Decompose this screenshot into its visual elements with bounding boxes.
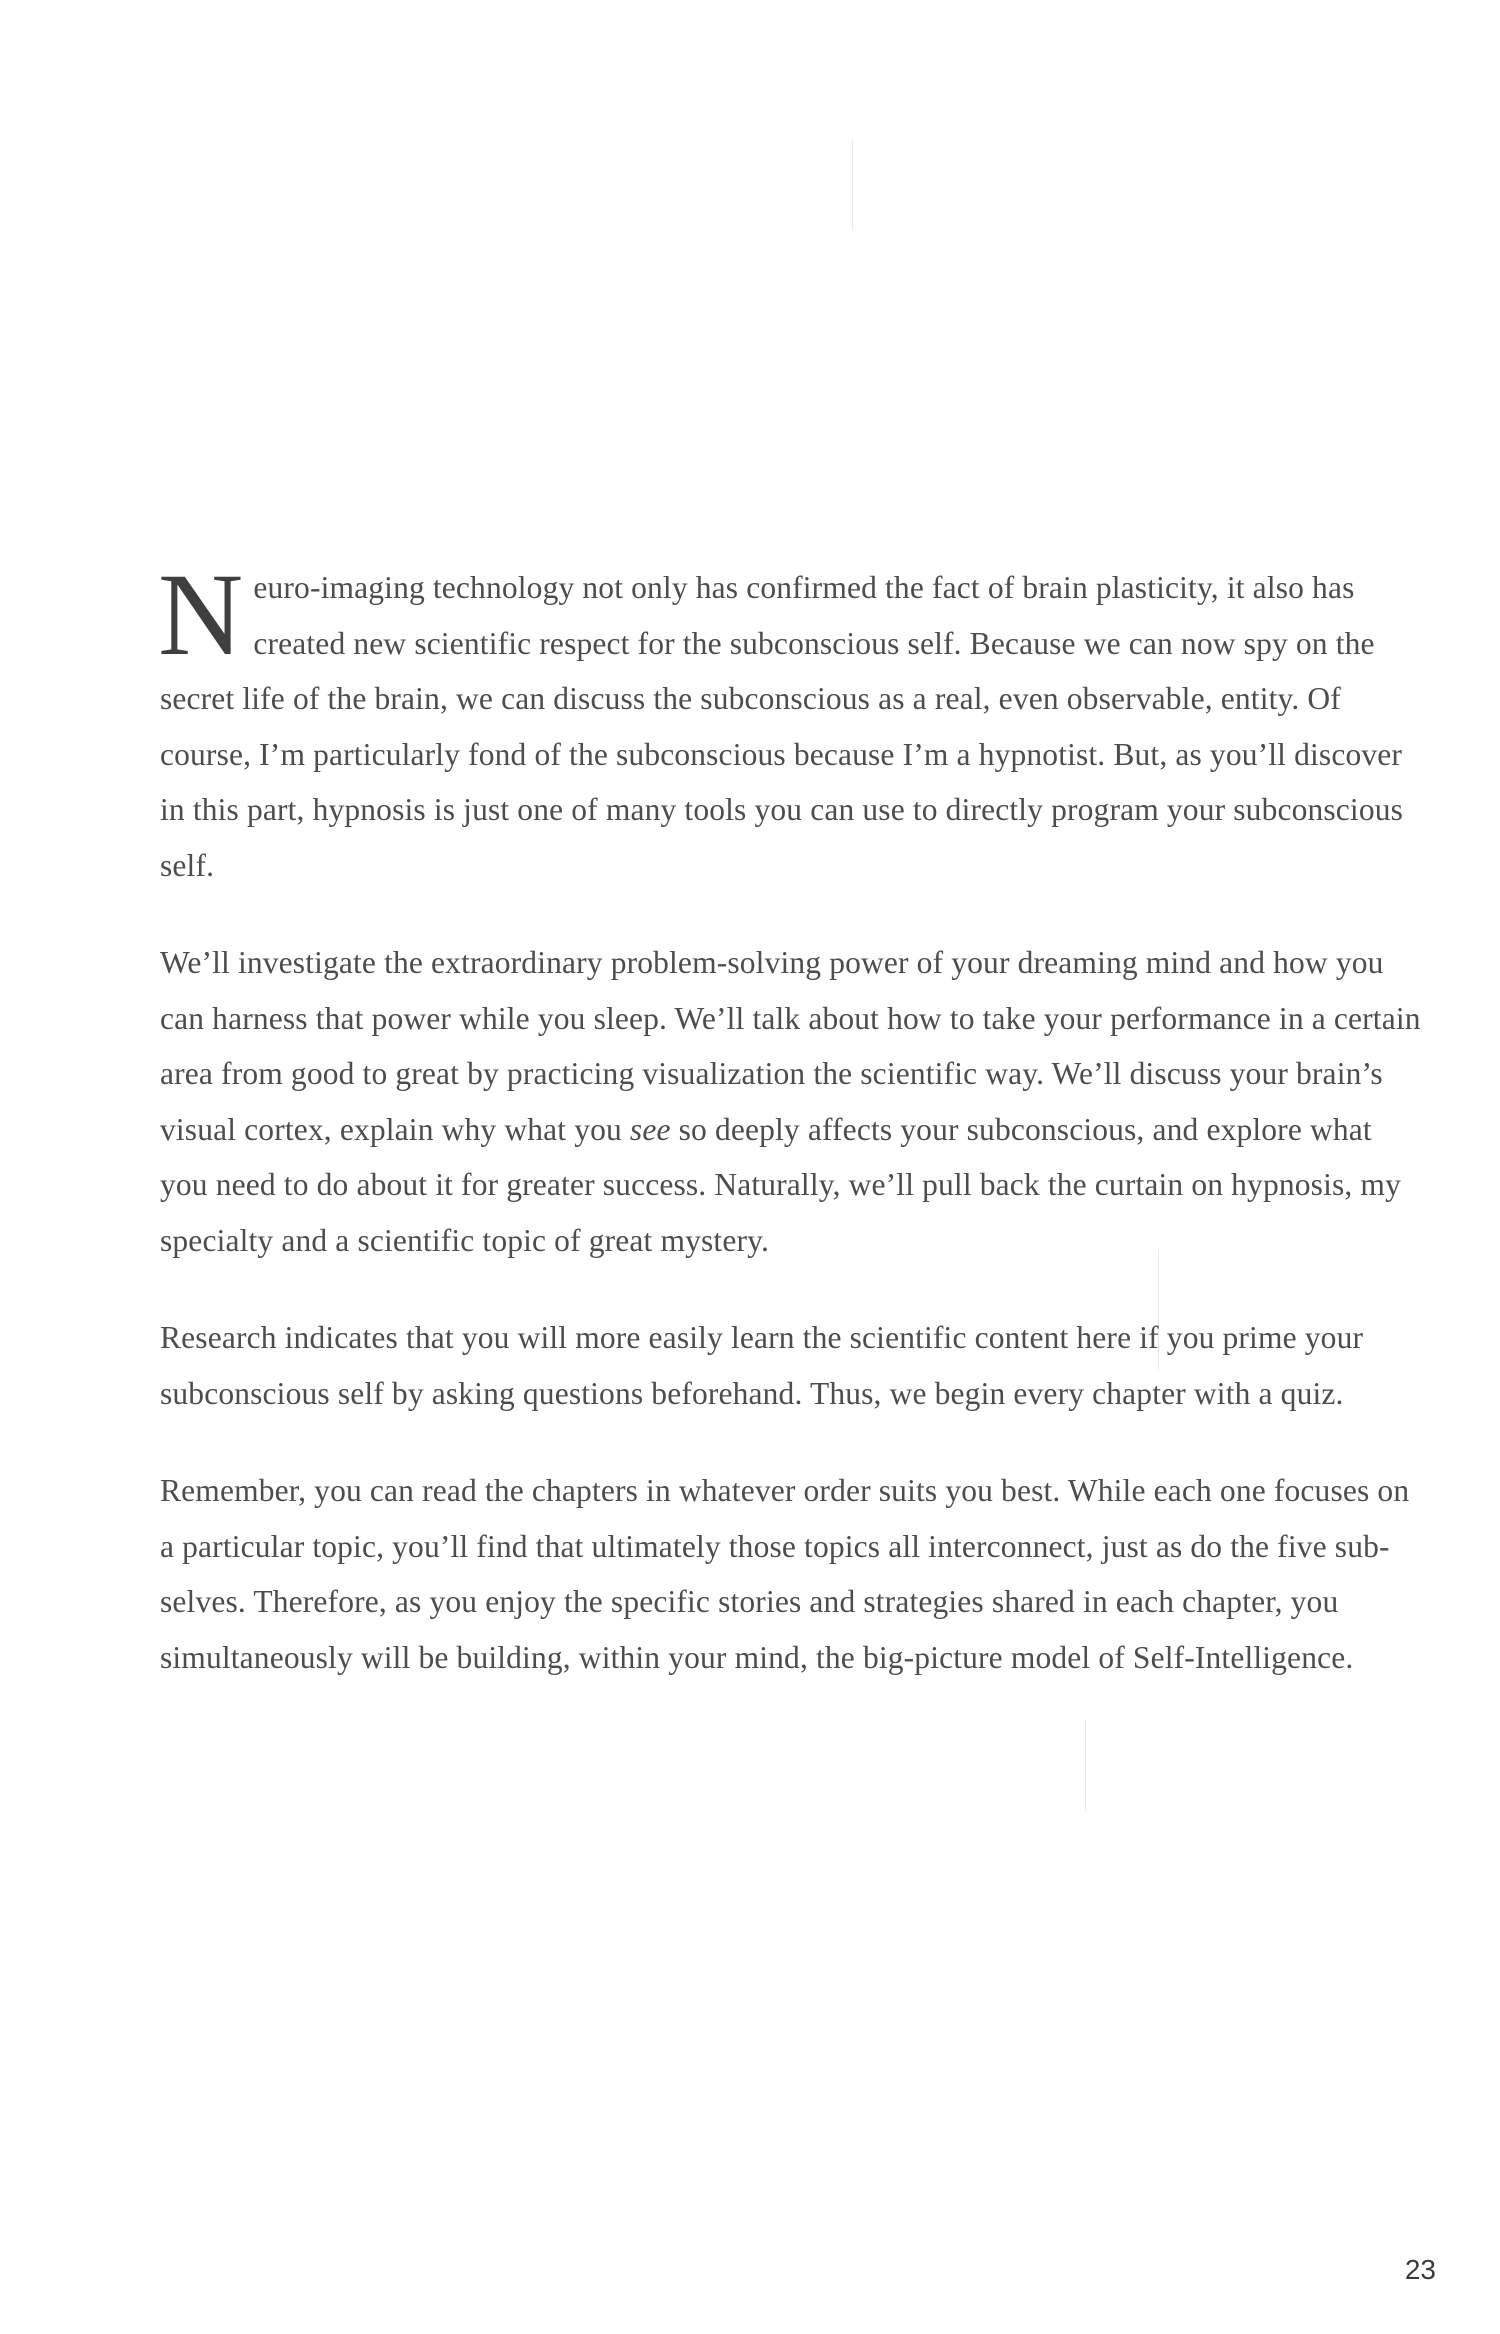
body-text bbox=[158, 549, 1422, 1727]
scan-artifact bbox=[1085, 1720, 1086, 1810]
paragraph-text: euro-imaging technology not only has confirmed the fact of brain plasticity, it also has created new scientific respect for the subconscious self. Because we can now spy on the secret life of the brain, we can discuss the subconscious as a real, even observable, entity. Of course, I’m particularly fond of the subconscious because I’m a hypnotist. But, as you’ll discover in this part, hypnosis is just one of many tools you can use to directly program your subconscious self. bbox=[160, 570, 1404, 883]
emphasis-text: see bbox=[629, 1111, 671, 1147]
drop-cap: N bbox=[158, 549, 244, 680]
paragraph-research bbox=[160, 1310, 1422, 1421]
paragraph-text: We’ll investigate the extraordinary problem-solving power of your dreaming mind and how you can harness that power while you sleep. We’ll talk about how to take your performance in a certain area from good to great by practicing visualization the scientific way. We’ll discuss your brain’s visual cortex, explain why what you bbox=[160, 945, 1421, 1147]
paragraph-remember bbox=[160, 1463, 1422, 1685]
paragraph-intro bbox=[158, 549, 1422, 893]
paragraph-text: Remember, you can read the chapters in whatever order suits you best. While each one focuses on a particular topic, you’ll find that ultimately those topics all interconnect, just as do the five sub-selves. Therefore, as you enjoy the specific stories and strategies shared in each chapter, you simultaneously will be building, within your mind, the big-picture model of Self-Intelligence. bbox=[160, 1473, 1410, 1675]
paragraph-text: so deeply affects your subconscious, and explore what you need to do about it for greater success. Naturally, we’ll pull back the curtain on hypnosis, my specialty and a scientific topic of great mystery. bbox=[160, 1111, 1401, 1258]
scan-artifact bbox=[852, 140, 853, 230]
page-number: 23 bbox=[1404, 2254, 1436, 2285]
paragraph-text: Research indicates that you will more easily learn the scientific content here if you prime your subconscious self by asking questions beforehand. Thus, we begin every chapter with a quiz. bbox=[160, 1320, 1364, 1411]
paragraph-investigate bbox=[160, 935, 1422, 1268]
